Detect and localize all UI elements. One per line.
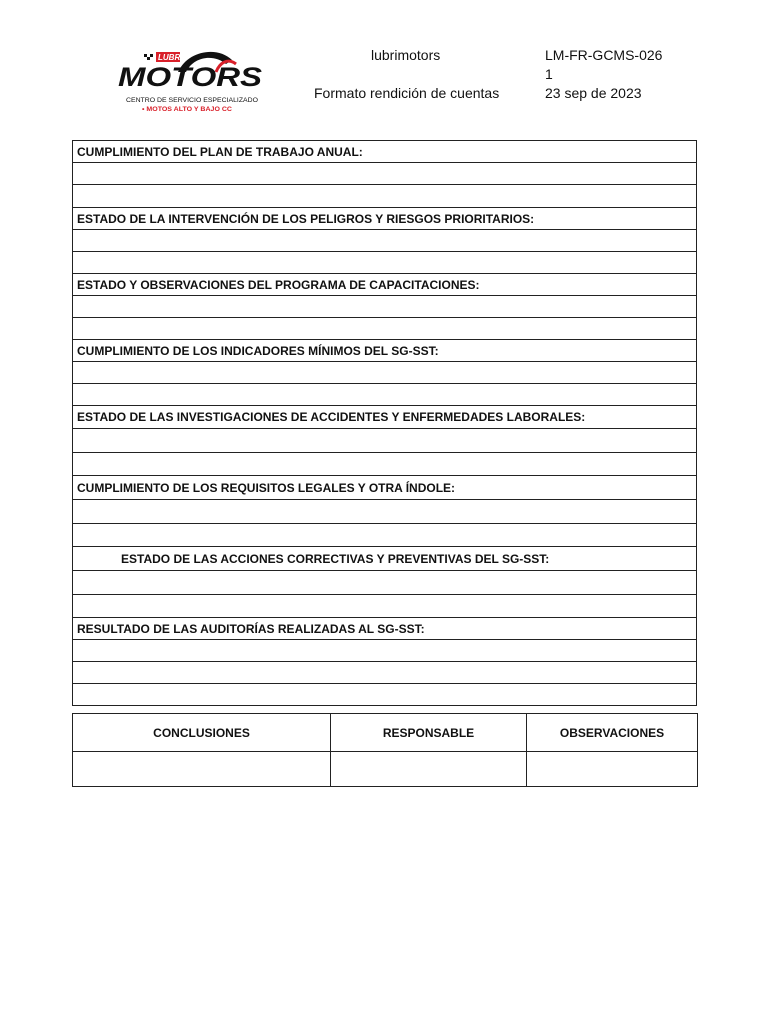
section-heading: ESTADO Y OBSERVACIONES DEL PROGRAMA DE CAPACITACIONES: bbox=[73, 274, 697, 296]
answer-field[interactable] bbox=[73, 571, 697, 595]
answer-field[interactable] bbox=[73, 662, 697, 684]
section-heading: CUMPLIMIENTO DE LOS INDICADORES MÍNIMOS DEL SG-SST: bbox=[73, 340, 697, 362]
answer-field[interactable] bbox=[73, 384, 697, 406]
section-heading: ESTADO DE LA INTERVENCIÓN DE LOS PELIGROS Y RIESGOS PRIORITARIOS: bbox=[73, 208, 697, 230]
conclusions-table bbox=[72, 713, 698, 787]
section-heading: ESTADO DE LAS ACCIONES CORRECTIVAS Y PREVENTIVAS DEL SG-SST: bbox=[73, 547, 697, 571]
logo-tagline-text: CENTRO DE SERVICIO ESPECIALIZADO bbox=[126, 97, 258, 104]
answer-field[interactable] bbox=[73, 230, 697, 252]
document-code: LM-FR-GCMS-026 bbox=[545, 47, 663, 63]
conclusiones-field[interactable] bbox=[73, 752, 331, 787]
section-heading: RESULTADO DE LAS AUDITORÍAS REALIZADAS AL SG-SST: bbox=[73, 618, 697, 640]
answer-field[interactable] bbox=[73, 252, 697, 274]
responsable-field[interactable] bbox=[331, 752, 527, 787]
report-form-table bbox=[72, 140, 697, 706]
company-name: lubrimotors bbox=[371, 47, 441, 63]
answer-field[interactable] bbox=[73, 640, 697, 662]
answer-field[interactable] bbox=[73, 318, 697, 340]
answer-field[interactable] bbox=[73, 500, 697, 524]
section-heading: CUMPLIMIENTO DE LOS REQUISITOS LEGALES Y OTRA ÍNDOLE: bbox=[73, 476, 697, 500]
observaciones-field[interactable] bbox=[527, 752, 698, 787]
answer-field[interactable] bbox=[73, 524, 697, 547]
lubrimotors-logo bbox=[116, 46, 266, 116]
section-heading: ESTADO DE LAS INVESTIGACIONES DE ACCIDENTES Y ENFERMEDADES LABORALES: bbox=[73, 406, 697, 429]
logo-badge-text: LUBRI bbox=[158, 53, 183, 62]
answer-field[interactable] bbox=[73, 429, 697, 453]
column-header-responsable: RESPONSABLE bbox=[331, 714, 527, 752]
answer-field[interactable] bbox=[73, 296, 697, 318]
answer-field[interactable] bbox=[73, 453, 697, 476]
answer-field[interactable] bbox=[73, 163, 697, 185]
answer-field[interactable] bbox=[73, 684, 697, 706]
document-version: 1 bbox=[545, 66, 553, 82]
column-header-conclusiones: CONCLUSIONES bbox=[73, 714, 331, 752]
logo-tagline2-text: • MOTOS ALTO Y BAJO CC bbox=[142, 107, 233, 113]
checkered-flag-icon bbox=[144, 54, 153, 60]
answer-field[interactable] bbox=[73, 185, 697, 208]
document-date: 23 sep de 2023 bbox=[545, 85, 642, 101]
document-title: Formato rendición de cuentas bbox=[314, 85, 500, 101]
column-header-observaciones: OBSERVACIONES bbox=[527, 714, 698, 752]
section-heading: CUMPLIMIENTO DEL PLAN DE TRABAJO ANUAL: bbox=[73, 141, 697, 163]
answer-field[interactable] bbox=[73, 362, 697, 384]
answer-field[interactable] bbox=[73, 595, 697, 618]
logo-name-text: MOTORS bbox=[118, 62, 262, 92]
